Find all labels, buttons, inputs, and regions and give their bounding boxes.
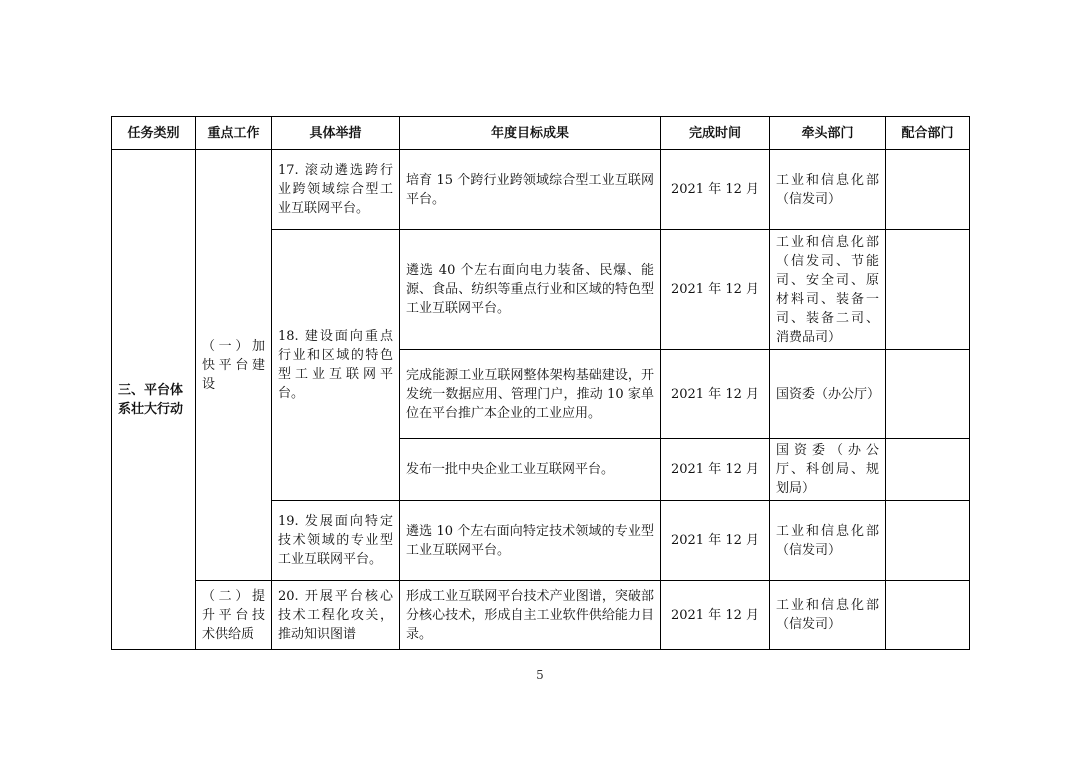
lead-cell: 国资委（办公厅、科创局、规划局） xyxy=(770,439,886,501)
task-category-cell: 三、平台体系壮大行动 xyxy=(112,150,196,650)
header-lead-department: 牵头部门 xyxy=(770,117,886,150)
action-plan-table xyxy=(111,116,970,650)
measure-cell: 19. 发展面向特定技术领域的专业型工业互联网平台。 xyxy=(272,501,400,581)
measure-cell: 17. 滚动遴选跨行业跨领域综合型工业互联网平台。 xyxy=(272,150,400,230)
support-cell xyxy=(886,230,970,350)
lead-cell: 国资委（办公厅） xyxy=(770,350,886,439)
target-cell: 培育 15 个跨行业跨领域综合型工业互联网平台。 xyxy=(400,150,661,230)
header-completion-time: 完成时间 xyxy=(661,117,770,150)
measure-cell: 20. 开展平台核心技术工程化攻关，推动知识图谱 xyxy=(272,581,400,650)
header-key-work: 重点工作 xyxy=(196,117,272,150)
time-cell: 2021 年 12 月 xyxy=(661,439,770,501)
key-work-cell: （一）加快平台建设 xyxy=(196,150,272,581)
support-cell xyxy=(886,350,970,439)
time-cell: 2021 年 12 月 xyxy=(661,230,770,350)
support-cell xyxy=(886,581,970,650)
header-task-category: 任务类别 xyxy=(112,117,196,150)
header-measures: 具体举措 xyxy=(272,117,400,150)
header-annual-target: 年度目标成果 xyxy=(400,117,661,150)
lead-cell: 工业和信息化部（信发司） xyxy=(770,501,886,581)
target-cell: 形成工业互联网平台技术产业图谱，突破部分核心技术，形成自主工业软件供给能力目录。 xyxy=(400,581,661,650)
time-cell: 2021 年 12 月 xyxy=(661,150,770,230)
table-row xyxy=(112,150,970,230)
target-cell: 发布一批中央企业工业互联网平台。 xyxy=(400,439,661,501)
page-number: 5 xyxy=(536,668,544,682)
time-cell: 2021 年 12 月 xyxy=(661,350,770,439)
measure-cell: 18. 建设面向重点行业和区域的特色型工业互联网平台。 xyxy=(272,230,400,501)
target-cell: 遴选 10 个左右面向特定技术领域的专业型工业互联网平台。 xyxy=(400,501,661,581)
time-cell: 2021 年 12 月 xyxy=(661,501,770,581)
header-support-department: 配合部门 xyxy=(886,117,970,150)
lead-cell: 工业和信息化部（信发司） xyxy=(770,581,886,650)
table-header-row xyxy=(112,117,970,150)
table-row xyxy=(112,581,970,650)
lead-cell: 工业和信息化部（信发司、节能司、安全司、原材料司、装备一司、装备二司、消费品司） xyxy=(770,230,886,350)
support-cell xyxy=(886,501,970,581)
key-work-cell: （二）提升平台技术供给质 xyxy=(196,581,272,650)
target-cell: 遴选 40 个左右面向电力装备、民爆、能源、食品、纺织等重点行业和区域的特色型工业互联网平台。 xyxy=(400,230,661,350)
support-cell xyxy=(886,439,970,501)
support-cell xyxy=(886,150,970,230)
lead-cell: 工业和信息化部（信发司） xyxy=(770,150,886,230)
target-cell: 完成能源工业互联网整体架构基础建设，开发统一数据应用、管理门户，推动 10 家单位在平台推广本企业的工业应用。 xyxy=(400,350,661,439)
time-cell: 2021 年 12 月 xyxy=(661,581,770,650)
